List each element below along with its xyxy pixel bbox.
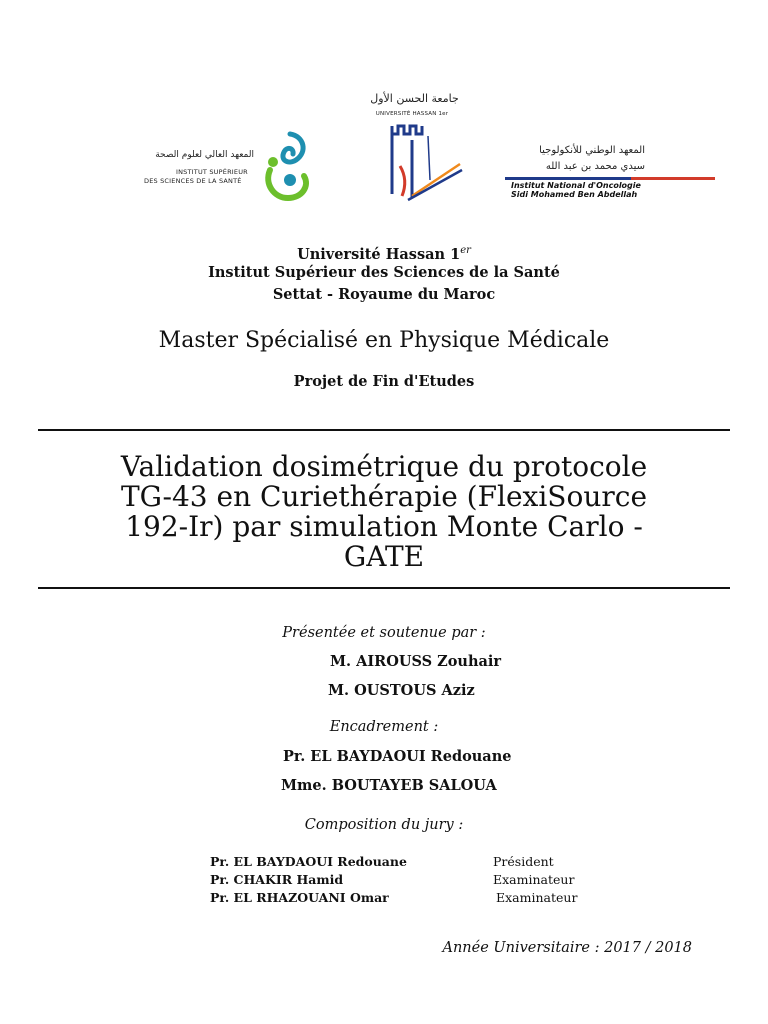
jury-member-name: Pr. EL BAYDAOUI Redouane xyxy=(210,854,407,869)
jury-member-1 xyxy=(210,854,407,869)
issante-french-line2: DES SCIENCES DE LA SANTÉ xyxy=(144,177,242,185)
jury-role-2: Examinateur xyxy=(493,872,575,887)
uh1-french: UNIVERSITÉ HASSAN 1er xyxy=(375,111,449,117)
location: Settat - Royaume du Maroc xyxy=(272,286,496,303)
issante-emblem-icon xyxy=(260,130,315,205)
project-type: Projet de Fin d'Etudes xyxy=(293,373,475,390)
logo-inosmba xyxy=(505,143,725,201)
jury-member-3 xyxy=(210,890,389,905)
university-sup: er xyxy=(460,245,471,256)
inosmba-divider xyxy=(505,177,715,180)
academic-year: Année Universitaire : 2017 / 2018 xyxy=(442,940,692,956)
title-rule-top xyxy=(38,429,730,431)
jury-member-name: Pr. CHAKIR Hamid xyxy=(210,872,344,887)
title-line-3: 192-Ir) par simulation Monte Carlo - xyxy=(125,510,643,543)
institute-name: Institut Supérieur des Sciences de la Santé xyxy=(208,264,560,281)
master-title: Master Spécialisé en Physique Médicale xyxy=(158,328,610,353)
student-2: M. OUSTOUS Aziz xyxy=(328,682,475,699)
supervisor-1: Pr. EL BAYDAOUI Redouane xyxy=(283,748,512,765)
inosmba-arabic-line2: سيدي محمد بن عبد الله xyxy=(545,161,645,172)
logo-issante xyxy=(140,140,320,210)
title-line-4: GATE xyxy=(343,540,425,573)
inosmba-french-line2: Sidi Mohamed Ben Abdellah xyxy=(511,190,638,199)
title-rule-bottom xyxy=(38,587,730,589)
title-line-1: Validation dosimétrique du protocole xyxy=(120,450,648,483)
uh1-emblem-icon xyxy=(372,120,464,202)
university-text: Université Hassan 1 xyxy=(297,245,461,263)
jury-member-name: Pr. EL RHAZOUANI Omar xyxy=(210,890,389,905)
jury-member-2 xyxy=(210,872,343,887)
issante-french-line1: INSTITUT SUPÉRIEUR xyxy=(176,168,248,176)
logo-uh1 xyxy=(362,92,467,207)
student-1: M. AIROUSS Zouhair xyxy=(330,653,502,670)
jury-label: Composition du jury : xyxy=(304,817,464,833)
inosmba-french-line1: Institut National d'Oncologie xyxy=(511,181,641,190)
issante-arabic: المعهد العالي لعلوم الصحة xyxy=(155,150,254,160)
inosmba-arabic-line1: المعهد الوطني للأنكولوجيا xyxy=(539,145,645,156)
presented-label: Présentée et soutenue par : xyxy=(282,625,486,641)
jury-role-1: Président xyxy=(493,854,554,869)
supervisor-2: Mme. BOUTAYEB SALOUA xyxy=(281,777,497,794)
uh1-arabic: جامعة الحسن الأول xyxy=(370,92,459,105)
title-line-2: TG-43 en Curiethérapie (FlexiSource xyxy=(120,480,648,513)
jury-role-3: Examinateur xyxy=(496,890,578,905)
thesis-title xyxy=(0,452,768,572)
supervision-label: Encadrement : xyxy=(329,719,439,735)
